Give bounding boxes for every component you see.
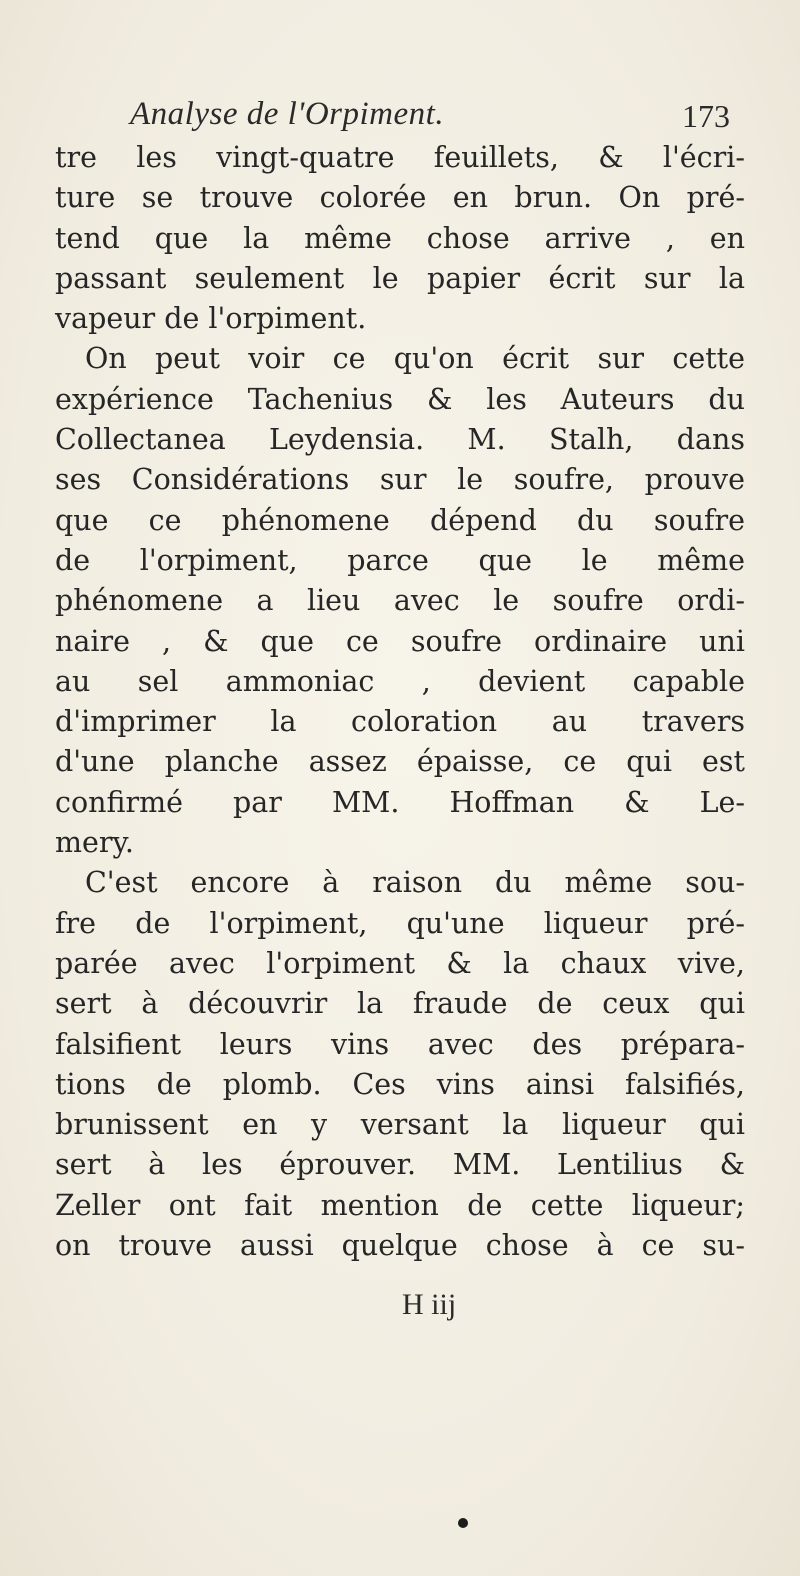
signature-mark: H iij (402, 1288, 457, 1321)
text-line: brunissent en y versant la liqueur qui (55, 1108, 745, 1142)
text-line: Zeller ont fait mention de cette liqueur; (55, 1188, 745, 1222)
text-line: confirmé par MM. Hoffman & Le- (55, 785, 745, 819)
text-line: tend que la même chose arrive , en (55, 221, 745, 255)
text-line: phénomene a lieu avec le soufre ordi- (55, 584, 745, 618)
text-line: fre de l'orpiment, qu'une liqueur pré- (55, 906, 745, 940)
text-line: de l'orpiment, parce que le même (55, 543, 745, 577)
text-line: vapeur de l'orpiment. (55, 302, 367, 336)
text-line: naire , & que ce soufre ordinaire uni (55, 624, 745, 658)
text-line: sert à les éprouver. MM. Lentilius & (55, 1148, 745, 1182)
page-number: 173 (682, 98, 730, 134)
text-line: d'une planche assez épaisse, ce qui est (55, 745, 745, 779)
text-line: au sel ammoniac , devient capable (55, 664, 745, 698)
text-line: Collectanea Leydensia. M. Stalh, dans (55, 423, 745, 457)
text-line: ses Considérations sur le soufre, prouve (55, 463, 745, 497)
text-line: ture se trouve colorée en brun. On pré- (55, 181, 745, 215)
ink-blot (458, 1518, 468, 1528)
text-line: tre les vingt-quatre feuillets, & l'écri- (55, 141, 745, 174)
body-text (55, 138, 745, 1266)
text-line: C'est encore à raison du même sou- (85, 866, 745, 900)
text-line: d'imprimer la coloration au travers (55, 705, 745, 739)
text-line: passant seulement le papier écrit sur la (55, 261, 745, 295)
text-line: que ce phénomene dépend du soufre (55, 503, 745, 537)
text-line: mery. (55, 826, 134, 860)
text-line: parée avec l'orpiment & la chaux vive, (55, 946, 745, 980)
text-line: tions de plomb. Ces vins ainsi falsifiés, (55, 1067, 745, 1101)
running-title: Analyse de l'Orpiment. (130, 96, 445, 132)
text-line: on trouve aussi quelque chose à ce su- (55, 1229, 745, 1263)
text-line: sert à découvrir la fraude de ceux qui (55, 987, 745, 1021)
text-line: falsifient leurs vins avec des prépara- (55, 1027, 745, 1061)
text-line: On peut voir ce qu'on écrit sur cette (85, 342, 745, 376)
text-line: expérience Tachenius & les Auteurs du (55, 382, 745, 416)
